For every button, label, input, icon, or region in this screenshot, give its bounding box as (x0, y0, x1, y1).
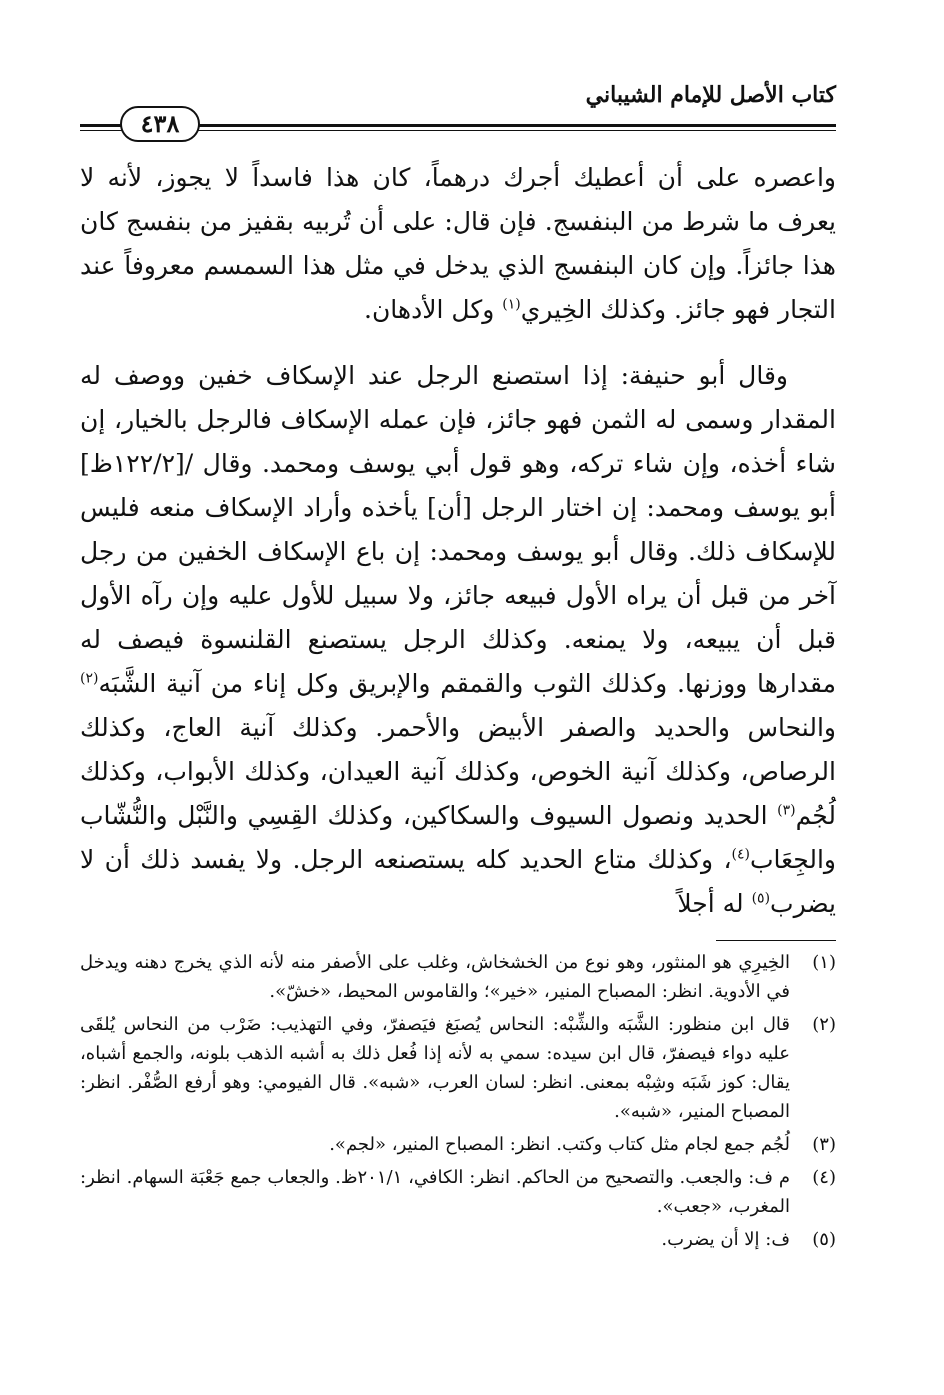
text-segment: ، وكذلك متاع الحديد كله يستصنعه الرجل. ولا يفسد ذلك أن لا يضرب (80, 845, 836, 918)
footnote-number: (١) (812, 952, 836, 973)
footnote-ref: (٤) (731, 846, 750, 863)
text-segment: وكل الأدهان. (364, 295, 503, 324)
footnote-text: ف: إلا أن يضرب. (661, 1229, 790, 1250)
footnote (80, 1130, 836, 1159)
footnote-ref: (٥) (751, 890, 771, 907)
page-number: ٤٣٨ (120, 106, 200, 142)
paragraph (80, 156, 836, 332)
footnotes (80, 948, 836, 1258)
text-segment: وقال أبو حنيفة: إذا استصنع الرجل عند الإسكاف خفين ووصف له المقدار وسمى له الثمن فهو جائز، فإن عمله الإسكاف فالرجل بالخيار، إن شاء أخذه، وإن شاء تركه، وهو قول أبي يوسف ومحمد. وقال /[١٢٢/٢ظ] أبو يوسف ومحمد: إن اختار الرجل [أن] يأخذه وأراد الإسكاف منعه فليس للإسكاف ذلك. وقال أبو يوسف ومحمد: إن باع الإسكاف الخفين من رجل آخر من قبل أن يراه الأول فبيعه جائز، ولا سبيل للأول عليه وإن رآه الأول قبل أن يبيعه، ولا يمنعه. وكذلك الرجل يستصنع القلنسوة فيصف له مقدارها ووزنها. وكذلك الثوب والقمقم والإبريق وكل إناء من آنية الشَّبَه (80, 361, 836, 698)
footnote-number: (٣) (812, 1134, 836, 1155)
page-header (80, 82, 836, 138)
footnote-text: الخِيرِي هو المنثور، وهو نوع من الخشخاش، وغلب على الأصفر منه لأنه الذي يخرج دهنه ويدخل في الأدوية. انظر: المصباح المنير، «خير»؛ والقاموس المحيط، «خشّ». (80, 952, 790, 1002)
footnote (80, 1010, 836, 1126)
footnote-text: لُجُم جمع لجام مثل كتاب وكتب. انظر: المصباح المنير، «لجم». (329, 1134, 790, 1155)
text-segment: الحديد ونصول السيوف والسكاكين، وكذلك القِسِي والنَّبْل والنُّشّاب والجِعَاب (80, 801, 836, 874)
footnote-ref: (١) (502, 296, 521, 313)
footnote (80, 1225, 836, 1254)
main-text (80, 156, 836, 926)
footnote-text: م ف: والجعب. والتصحيح من الحاكم. انظر: الكافي، ٢٠١/١ظ. والجعاب جمع جَعْبَة السهام. انظر: المغرب، «جعب». (80, 1167, 790, 1217)
footnote-number: (٤) (812, 1167, 836, 1188)
footnote-separator (716, 940, 836, 941)
text-segment: والنحاس والحديد والصفر الأبيض والأحمر. وكذلك آنية العاج، وكذلك الرصاص، وكذلك آنية الخوص، وكذلك آنية العيدان، وكذلك الأبواب، وكذلك لُجُم (80, 713, 836, 830)
paragraph (80, 354, 836, 926)
footnote (80, 948, 836, 1006)
footnote-number: (٢) (812, 1014, 836, 1035)
footnote-ref: (٣) (777, 802, 796, 819)
footnote-number: (٥) (812, 1229, 836, 1250)
text-segment: له أجلاً (677, 889, 752, 918)
footnote (80, 1163, 836, 1221)
footnote-text: قال ابن منظور: الشَّبَه والشِّبْه: النحاس يُصبَغ فيَصفرّ، وفي التهذيب: ضَرْب من النحاس يُلقَى عليه دواء فيصفرّ، قال ابن سيده: سمي به لأنه إذا فُعل ذلك به أشبه الذهب بلونه، والجمع أشباه، يقال: كوز شَبَه وشِبْه بمعنى. انظر: لسان العرب، «شبه». قال الفيومي: وهو أرفع الصُّفْر. انظر: المصباح المنير، «شبه». (80, 1014, 791, 1122)
text-segment: واعصره على أن أعطيك أجرك درهماً، كان هذا فاسداً لا يجوز، لأنه لا يعرف ما شرط من البنفسج. فإن قال: على أن تُربيه بقفيز من بنفسج كان هذا جائزاً. وإن كان البنفسج الذي يدخل في مثل هذا السمسم معروفاً عند التجار فهو جائز. وكذلك الخِيري (80, 163, 836, 324)
book-title: كتاب الأصل للإمام الشيباني (585, 82, 836, 108)
footnote-ref: (٢) (80, 670, 99, 687)
